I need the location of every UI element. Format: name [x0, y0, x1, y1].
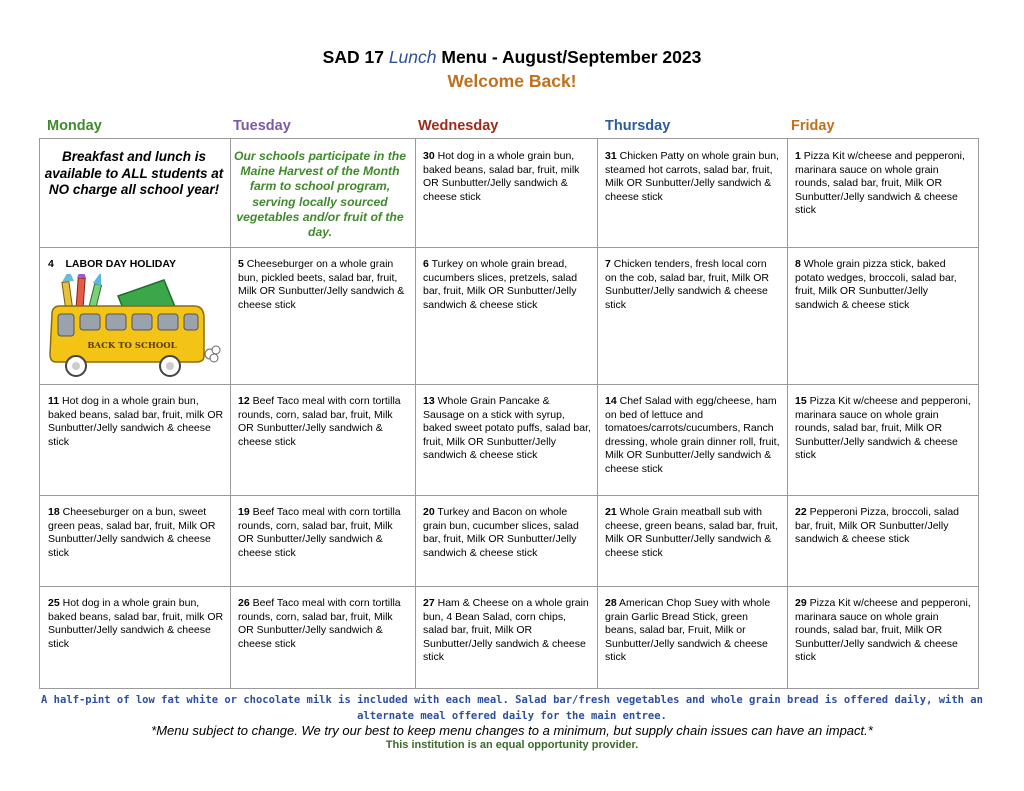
- menu-description: Whole Grain meatball sub with cheese, green beans, salad bar, fruit, Milk OR Sunbutter/Jelly sandwich & cheese stick: [605, 506, 778, 559]
- day-header-monday: Monday: [47, 118, 102, 134]
- day-number: 7: [605, 258, 611, 270]
- menu-day-cell: [423, 150, 593, 204]
- title-suffix: Menu - August/September 2023: [441, 47, 702, 67]
- menu-description: Pizza Kit w/cheese and pepperoni, marinara sauce on whole grain rounds, salad bar, fruit, Milk OR Sunbutter/Jelly sandwich & cheese stick: [795, 597, 971, 663]
- grid-line: [40, 384, 978, 385]
- day-number: 22: [795, 506, 807, 518]
- day-header-tuesday: Tuesday: [233, 118, 291, 134]
- grid-line: [597, 139, 598, 688]
- day-number: 14: [605, 395, 617, 407]
- menu-description: Chicken Patty on whole grain bun, steamed hot carrots, salad bar, fruit, Milk OR Sunbutter/Jelly sandwich & cheese stick: [605, 150, 779, 203]
- grid-line: [40, 247, 978, 248]
- day-number: 11: [48, 395, 60, 407]
- menu-day-cell: [605, 395, 781, 476]
- menu-description: Pizza Kit w/cheese and pepperoni, marinara sauce on whole grain rounds, salad bar, fruit, Milk OR Sunbutter/Jelly sandwich & cheese stick: [795, 150, 965, 216]
- menu-description: Chef Salad with egg/cheese, ham on bed of lettuce and tomatoes/carrots/cucumbers, Ranch dressing, whole grain dinner roll, fruit, Milk OR Sunbutter/Jelly sandwich & cheese stick: [605, 395, 780, 475]
- day-number: 15: [795, 395, 807, 407]
- day-number: 27: [423, 597, 435, 609]
- day-number: 4: [48, 258, 54, 270]
- menu-day-cell: [605, 150, 781, 204]
- day-number: 6: [423, 258, 429, 270]
- menu-disclaimer: *Menu subject to change. We try our best to keep menu changes to a minimum, but supply chain issues can have an impact.*: [151, 723, 873, 738]
- grid-line: [415, 139, 416, 688]
- harvest-of-month-note: Our schools participate in the Maine Harvest of the Month farm to school program, serving locally sourced vegetables and/or fruit of the day.: [233, 149, 406, 240]
- menu-day-cell: [48, 597, 224, 651]
- day-number: 25: [48, 597, 60, 609]
- page-subtitle: Welcome Back!: [447, 71, 577, 91]
- menu-day-cell: [238, 395, 410, 449]
- menu-day-cell: [795, 506, 971, 547]
- equal-opportunity-statement: This institution is an equal opportunity provider.: [385, 739, 639, 751]
- menu-day-cell: [238, 597, 410, 651]
- day-number: 31: [605, 150, 617, 162]
- day-number: 5: [238, 258, 244, 270]
- grid-line: [40, 495, 978, 496]
- menu-description: Cheeseburger on a whole grain bun, pickled beets, salad bar, fruit, Milk OR Sunbutter/Jelly sandwich & cheese stick: [238, 258, 405, 311]
- day-number: 12: [238, 395, 250, 407]
- menu-day-cell: [48, 506, 224, 560]
- menu-day-cell: [605, 258, 781, 312]
- menu-day-cell: [423, 395, 593, 463]
- menu-day-cell: [795, 597, 971, 665]
- menu-description: Pizza Kit w/cheese and pepperoni, marinara sauce on whole grain rounds, salad bar, fruit, Milk OR Sunbutter/Jelly sandwich & cheese stick: [795, 395, 971, 461]
- menu-description: Ham & Cheese on a whole grain bun, 4 Bean Salad, corn chips, salad bar, fruit, Milk OR Sunbutter/Jelly sandwich & cheese stick: [423, 597, 589, 663]
- menu-description: Whole Grain Pancake & Sausage on a stick with syrup, baked sweet potato puffs, salad bar, fruit, Milk OR Sunbutter/Jelly sandwich & cheese stick: [423, 395, 591, 461]
- menu-description: Turkey and Bacon on whole grain bun, cucumber slices, salad bar, fruit, Milk OR Sunbutter/Jelly sandwich & cheese stick: [423, 506, 579, 559]
- milk-note: A half-pint of low fat white or chocolate milk is included with each meal. Salad bar/fresh vegetables and whole grain bread is offered daily, with an alternate meal offered daily for the main entree.: [41, 694, 983, 722]
- menu-description: Pepperoni Pizza, broccoli, salad bar, fruit, Milk OR Sunbutter/Jelly sandwich & cheese stick: [795, 506, 960, 545]
- menu-day-cell: [423, 506, 593, 560]
- menu-day-cell: [795, 150, 971, 218]
- day-header-friday: Friday: [791, 118, 835, 134]
- menu-description: Beef Taco meal with corn tortilla rounds, corn, salad bar, fruit, Milk OR Sunbutter/Jelly sandwich & cheese stick: [238, 597, 401, 650]
- menu-description: American Chop Suey with whole grain Garlic Bread Stick, green beans, salad bar, Fruit, Milk or Sunbutter/Jelly sandwich & cheese stick: [605, 597, 771, 663]
- menu-description: Chicken tenders, fresh local corn on the cob, salad bar, fruit, Milk OR Sunbutter/Jelly sandwich & cheese stick: [605, 258, 769, 311]
- title-lunch: Lunch: [388, 47, 437, 67]
- day-header-thursday: Thursday: [605, 118, 671, 134]
- day-number: 26: [238, 597, 250, 609]
- menu-description: Hot dog in a whole grain bun, baked beans, salad bar, fruit, milk OR Sunbutter/Jelly sandwich & cheese stick: [48, 597, 224, 650]
- page-title: [0, 47, 1024, 68]
- title-prefix: SAD 17: [322, 47, 384, 67]
- menu-description: Turkey on whole grain bread, cucumbers slices, pretzels, salad bar, fruit, Milk OR Sunbutter/Jelly sandwich & cheese stick: [423, 258, 578, 311]
- day-number: 20: [423, 506, 435, 518]
- menu-description: Hot dog in a whole grain bun, baked beans, salad bar, fruit, milk OR Sunbutter/Jelly sandwich & cheese stick: [48, 395, 224, 448]
- menu-day-cell: [238, 258, 410, 312]
- menu-day-cell: [605, 597, 781, 665]
- grid-line: [40, 586, 978, 587]
- day-number: 21: [605, 506, 617, 518]
- menu-description: Hot dog in a whole grain bun, baked beans, salad bar, fruit, milk OR Sunbutter/Jelly sandwich & cheese stick: [423, 150, 580, 203]
- day-header-wednesday: Wednesday: [418, 118, 499, 134]
- menu-day-cell: [48, 395, 224, 449]
- menu-description: Cheeseburger on a bun, sweet green peas, salad bar, fruit, Milk OR Sunbutter/Jelly sandwich & cheese stick: [48, 506, 216, 559]
- day-number: 13: [423, 395, 435, 407]
- menu-day-cell: [795, 258, 971, 312]
- day-number: 1: [795, 150, 801, 162]
- day-number: 30: [423, 150, 435, 162]
- day-number: 28: [605, 597, 617, 609]
- menu-description: Beef Taco meal with corn tortilla rounds, corn, salad bar, fruit, Milk OR Sunbutter/Jelly sandwich & cheese stick: [238, 395, 401, 448]
- menu-description: Beef Taco meal with corn tortilla rounds, corn, salad bar, fruit, Milk OR Sunbutter/Jelly sandwich & cheese stick: [238, 506, 401, 559]
- day-number: 29: [795, 597, 807, 609]
- day-number: 8: [795, 258, 801, 270]
- menu-description: LABOR DAY HOLIDAY: [53, 258, 176, 270]
- day-number: 19: [238, 506, 250, 518]
- menu-day-cell: [238, 506, 410, 560]
- bus-label: BACK TO SCHOOL: [87, 341, 177, 351]
- menu-day-cell: [48, 258, 224, 272]
- back-to-school-bus-icon: [46, 274, 221, 384]
- menu-day-cell: [795, 395, 971, 463]
- menu-day-cell: [605, 506, 781, 560]
- grid-line: [787, 139, 788, 688]
- day-header-row: [40, 118, 980, 138]
- menu-day-cell: [423, 597, 593, 665]
- menu-description: Whole grain pizza stick, baked potato wedges, broccoli, salad bar, fruit, Milk OR Sunbutter/Jelly sandwich & cheese stick: [795, 258, 957, 311]
- free-meals-note: Breakfast and lunch is available to ALL students at NO charge all school year!: [44, 149, 224, 197]
- menu-day-cell: [423, 258, 593, 312]
- menu-calendar-grid: [39, 138, 979, 689]
- day-number: 18: [48, 506, 60, 518]
